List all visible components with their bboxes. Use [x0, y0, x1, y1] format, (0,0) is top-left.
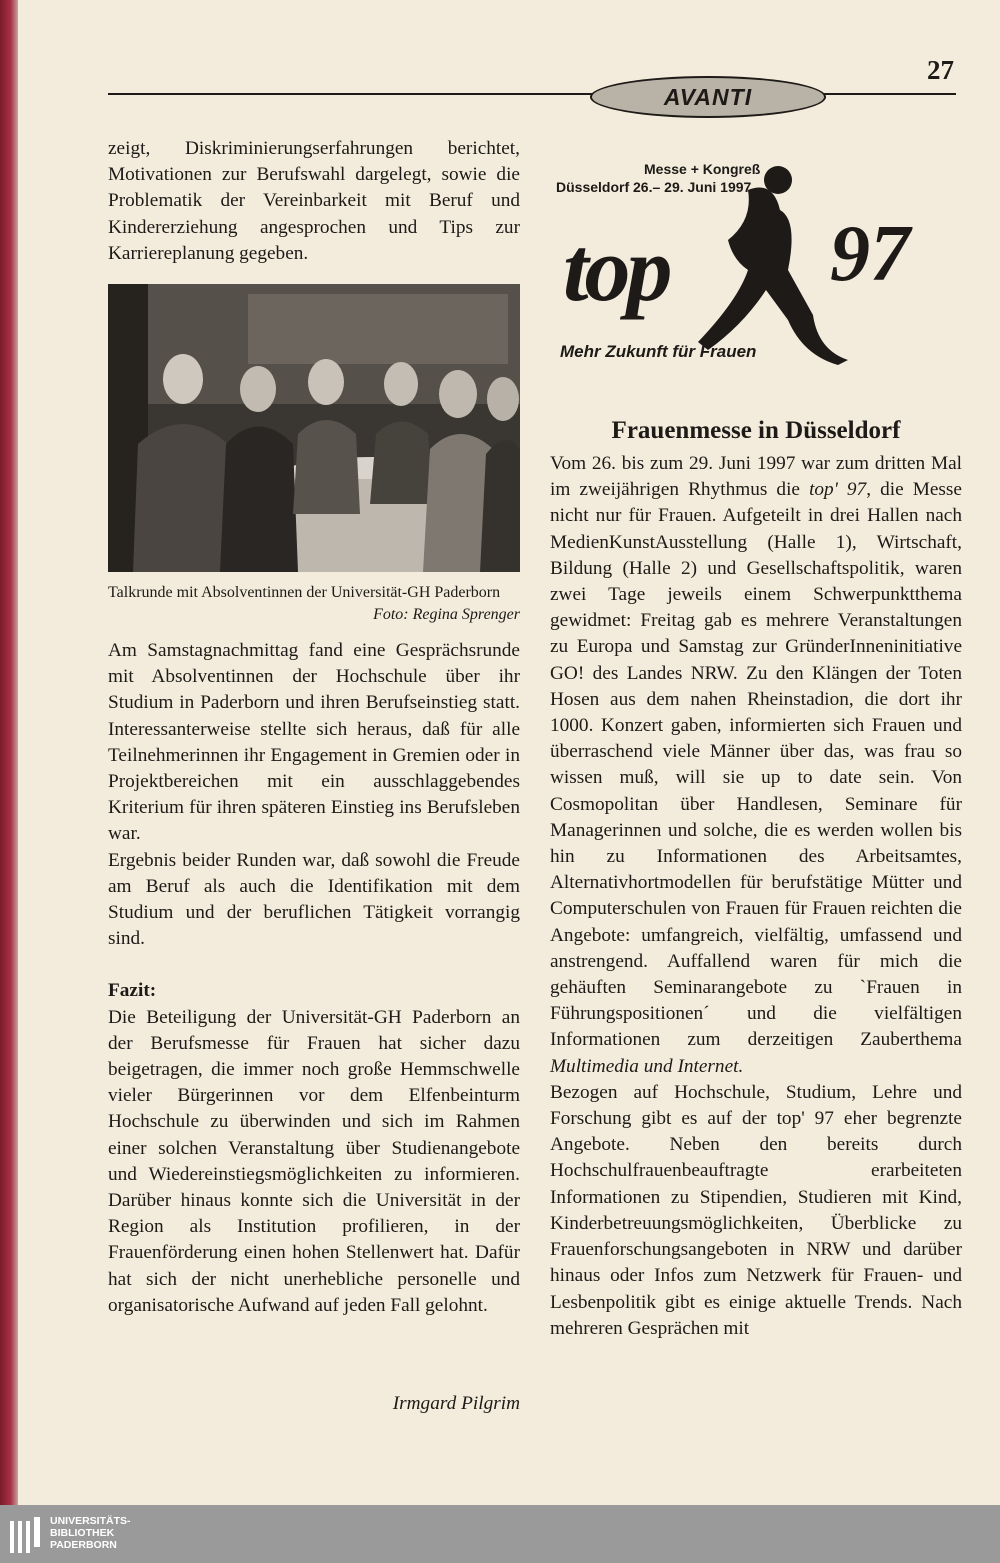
paragraph-hochschule: Bezogen auf Hochschule, Studium, Lehre und Forschung gibt es auf der top' 97 eher begrenzte Angebote. Neben den bereits durch Hochschulfrauenbeauftragte erarbeiteten Informationen zu Stipendien, Studieren mit Kind, Kinderbetreuungsmöglichkeiten, Überblicke zu Frauenforschungsangeboten in NRW und darüber hinaus oder Infos zum Netzwerk für Frauen- und Lesbenpolitik gibt es einige aktuelle Trends. Nach mehreren Gesprächen mit: [550, 1081, 962, 1339]
fazit-paragraph: Die Beteiligung der Universität-GH Paderborn an der Berufsmesse für Frauen hat sicher dazu beigetragen, die immer noch große Hemmschwelle vieler Bürgerinnen vor dem Elfenbeinturm Hochschule zu überwinden und sich im Rahmen einer solchen Veranstaltung über Studienangebote und Wiedereinstiegsmöglichkeiten zu informieren. Darüber hinaus konnte sich die Universität in der Region als Institution profilieren, in der Frauenförderung einen hohen Stellenwert hat. Dafür hat sich der nicht unerhebliche personelle und organisatorische Aufwand auf jeden Fall gelohnt.: [108, 1006, 520, 1316]
library-line-3: PADERBORN: [50, 1539, 117, 1551]
photo-talkrunde: [108, 284, 520, 572]
library-name: [50, 1515, 131, 1551]
paragraph-ergebnis: Ergebnis beider Runden war, daß sowohl die Freude am Beruf als auch die Identifikation mit dem Studium und der beruflichen Tätigkeit vorrangig sind.: [108, 849, 520, 950]
event-type: Messe + Kongreß: [644, 161, 761, 177]
left-body: [108, 638, 520, 1319]
messe-text-b: , die Messe nicht nur für Frauen. Aufgeteilt in drei Hallen nach MedienKunstAusstellung (Halle 1), Wirtschaft, Bildung (Halle 2) und Gesellschaftspolitik, waren zwei Tage jeweils einem Schwerpunktthema gewidmet: Freitag gab es mehrere Veranstaltungen zu Europa und Samstag zur GründerInneninitiative GO! des Landes NRW. Zu den Klängen der Toten Hosen aus dem nahen Rheinstadion, die dort ihr 1000. Konzert gaben, informierten sich Frauen und überraschend viele Männer über das, was frau so wissen muß, will sie up to date sein. Von Cosmopolitan über Handlesen, Seminare für Managerinnen und solche, die es werden wollen bis hin zu Informationen des Arbeitsamtes, Alternativhortmodellen für berufstätige Mütter und Computerschulen von Frauen für Frauen reichten die Angebote: umfangreich, vielfältig, umfassend und anstrengend. Auffallend waren für mich die gehäuften Seminarangebote zu `Frauen in Führungspositionen´ und die vielfältigen Informationen zum derzeitigen Zauberthema: [550, 479, 962, 1051]
messe-text-a: Vom 26. bis zum 29. Juni 1997 war zum dritten Mal im zweijährigen Rhythmus die: [550, 453, 962, 501]
wordmark-97: 97: [830, 210, 910, 298]
library-footer: [0, 1505, 1000, 1563]
paragraph-talkrunde: Am Samstagnachmittag fand eine Gesprächsrunde mit Absolventinnen der Hochschule über ihr Studium in Paderborn und ihren Berufseinstieg statt. Interessanterweise stellte sich heraus, daß für alle Teilnehmerinnen ihr Engagement in Gremien oder in Projektbereichen mit ein ausschlaggebendes Kriterium für ihren späteren Einstieg ins Berufsleben war.: [108, 640, 520, 845]
library-line-1: UNIVERSITÄTS-: [50, 1515, 131, 1527]
article-headline: Frauenmesse in Düsseldorf: [611, 417, 901, 444]
caption-text: Talkrunde mit Absolventinnen der Universität-GH Paderborn: [108, 584, 501, 601]
book-spine: [0, 0, 18, 1505]
runner-head-icon: [764, 166, 792, 194]
photo-credit: Foto: Regina Sprenger: [373, 606, 520, 623]
messe-text-em2: Multimedia und Internet.: [550, 1055, 744, 1077]
page-number: 27: [927, 55, 954, 85]
fazit-heading: Fazit:: [108, 980, 157, 1002]
wordmark-top: top: [563, 218, 669, 320]
top97-logo: [548, 150, 962, 370]
paragraph-messe: [550, 451, 962, 1080]
intro-paragraph: zeigt, Diskriminierungserfahrungen berichtet, Motivationen zur Berufswahl dargelegt, sowie die Problematik der Vereinbarkeit mit Beruf und Kindererziehung angesprochen und Tips zur Karriereplanung gegeben.: [108, 138, 520, 264]
runner-silhouette-icon: [698, 188, 848, 366]
left-intro: [108, 136, 520, 267]
author-signature: Irmgard Pilgrim: [392, 1393, 520, 1414]
event-dates: Düsseldorf 26.– 29. Juni 1997: [556, 179, 752, 195]
section-badge: AVANTI: [590, 76, 826, 118]
photo-caption: [108, 582, 520, 626]
event-info: [556, 160, 760, 196]
messe-text-em: top' 97: [809, 479, 867, 501]
right-body: [550, 451, 962, 1342]
library-logo-icon: [10, 1517, 44, 1553]
logo-slogan: Mehr Zukunft für Frauen: [560, 342, 757, 361]
library-line-2: BIBLIOTHEK: [50, 1527, 115, 1539]
photo-illustration: [108, 284, 520, 572]
header-rule: [108, 93, 956, 95]
